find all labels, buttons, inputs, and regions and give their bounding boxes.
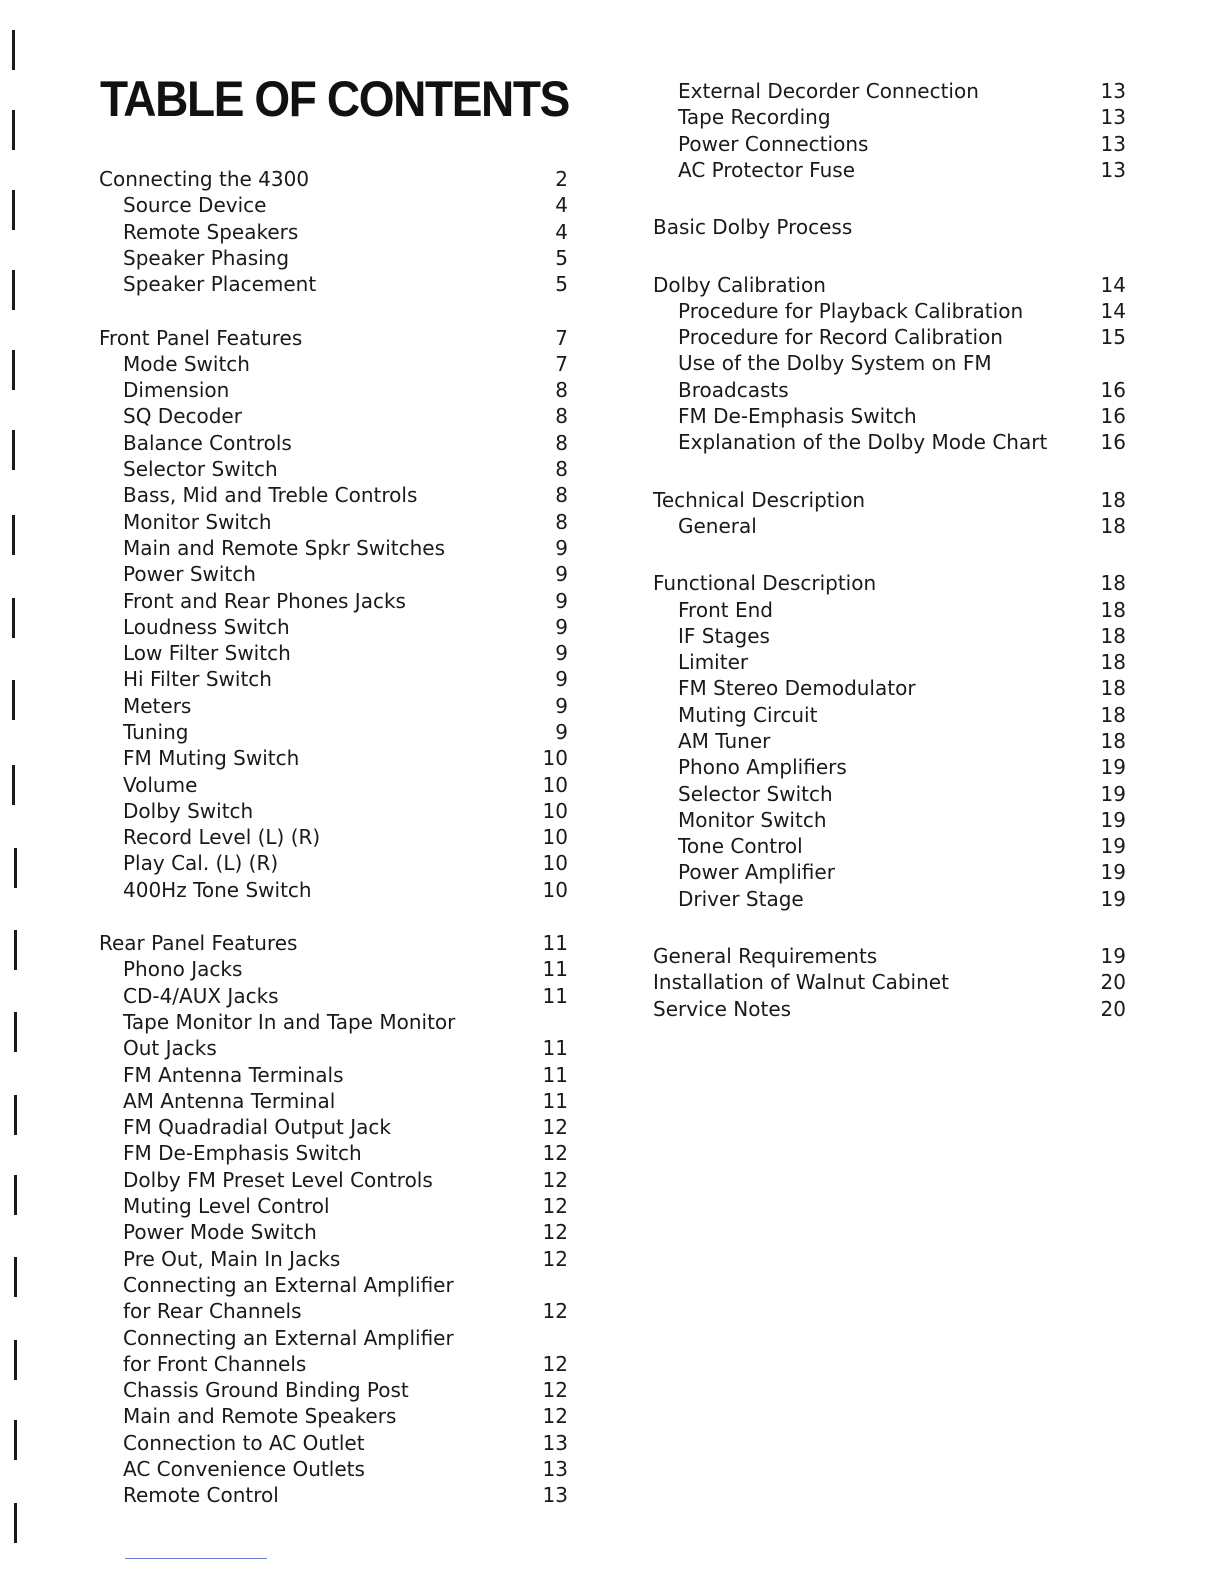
toc-entry[interactable] <box>99 509 578 535</box>
toc-page-number: 20 <box>1100 997 1126 1021</box>
toc-entry[interactable] <box>653 214 1136 240</box>
toc-entry[interactable] <box>653 859 1136 885</box>
toc-page-number: 12 <box>542 1168 568 1192</box>
toc-entry-label: FM De-Emphasis Switch <box>123 1141 362 1165</box>
toc-page-number: 16 <box>1100 378 1126 402</box>
toc-entry[interactable] <box>99 1088 578 1114</box>
toc-page-number: 18 <box>1100 571 1126 595</box>
toc-entry[interactable] <box>653 996 1136 1022</box>
toc-entry[interactable] <box>99 850 578 876</box>
toc-page-number: 4 <box>555 220 568 244</box>
toc-entry-label: FM Antenna Terminals <box>123 1063 344 1087</box>
toc-entry-label: Monitor Switch <box>123 510 272 534</box>
toc-entry-label: SQ Decoder <box>123 404 242 428</box>
toc-page-number: 10 <box>542 825 568 849</box>
toc-page-number: 11 <box>542 1089 568 1113</box>
toc-section-label: Functional Description <box>653 571 877 595</box>
toc-entry[interactable] <box>653 78 1136 104</box>
toc-page-number: 18 <box>1100 514 1126 538</box>
toc-page-number: 8 <box>555 404 568 428</box>
toc-page-number: 9 <box>555 589 568 613</box>
binding-mark <box>14 1420 17 1460</box>
toc-section-label: Basic Dolby Process <box>653 215 853 239</box>
toc-page-number: 8 <box>555 510 568 534</box>
toc-page-number: 14 <box>1100 299 1126 323</box>
toc-entry-label: General <box>678 514 757 538</box>
toc-entry[interactable] <box>653 675 1136 701</box>
toc-entry-label: Procedure for Playback Calibration <box>678 299 1024 323</box>
toc-entry-label: AM Antenna Terminal <box>123 1089 336 1113</box>
toc-entry[interactable] <box>99 1062 578 1088</box>
toc-page-number: 19 <box>1100 860 1126 884</box>
page-title: TABLE OF CONTENTS <box>100 71 569 127</box>
toc-entry-label: Monitor Switch <box>678 808 827 832</box>
toc-entry-label: Hi Filter Switch <box>123 667 272 691</box>
binding-mark <box>14 1012 17 1052</box>
toc-entry[interactable] <box>99 666 578 692</box>
toc-entry[interactable] <box>99 1430 578 1456</box>
toc-entry[interactable] <box>653 702 1136 728</box>
toc-entry-label: Broadcasts <box>678 378 789 402</box>
binding-mark <box>14 1340 17 1380</box>
toc-entry[interactable] <box>99 166 578 192</box>
toc-section-label: Technical Description <box>653 488 866 512</box>
toc-page-number: 16 <box>1100 404 1126 428</box>
toc-entry[interactable] <box>99 1482 578 1508</box>
toc-entry[interactable] <box>653 350 1136 376</box>
toc-entry[interactable] <box>99 351 578 377</box>
toc-section-label: Installation of Walnut Cabinet <box>653 970 949 994</box>
toc-entry[interactable] <box>653 377 1136 403</box>
toc-entry-label: Speaker Placement <box>123 272 317 296</box>
toc-entry-label: Tape Recording <box>678 105 831 129</box>
toc-entry-label: Power Amplifier <box>678 860 835 884</box>
toc-entry-label: Connection to AC Outlet <box>123 1431 365 1455</box>
toc-page-number: 9 <box>555 667 568 691</box>
toc-entry[interactable] <box>99 614 578 640</box>
toc-entry[interactable] <box>653 513 1136 539</box>
toc-page-number: 12 <box>542 1404 568 1428</box>
toc-page-number: 9 <box>555 562 568 586</box>
toc-page-number: 7 <box>555 352 568 376</box>
toc-page-number: 9 <box>555 694 568 718</box>
toc-entry[interactable] <box>99 1377 578 1403</box>
toc-entry[interactable] <box>653 487 1136 513</box>
toc-entry[interactable] <box>99 403 578 429</box>
toc-entry-label: Tuning <box>123 720 189 744</box>
toc-entry[interactable] <box>653 886 1136 912</box>
toc-entry-label: AM Tuner <box>678 729 771 753</box>
toc-page-number: 5 <box>555 246 568 270</box>
toc-page-number: 10 <box>542 799 568 823</box>
toc-entry[interactable] <box>99 561 578 587</box>
toc-page-number: 13 <box>542 1431 568 1455</box>
toc-entry[interactable] <box>653 298 1136 324</box>
toc-entry[interactable] <box>653 728 1136 754</box>
toc-page-number: 19 <box>1100 887 1126 911</box>
toc-entry-label: FM Quadradial Output Jack <box>123 1115 391 1139</box>
toc-page-number: 9 <box>555 536 568 560</box>
toc-entry-label: Procedure for Record Calibration <box>678 325 1003 349</box>
toc-entry-label: IF Stages <box>678 624 770 648</box>
toc-entry-label: Connecting an External Amplifier <box>123 1326 454 1350</box>
toc-entry-label: Dolby Switch <box>123 799 254 823</box>
toc-entry-label: Phono Jacks <box>123 957 243 981</box>
toc-entry[interactable] <box>99 1325 578 1351</box>
toc-entry[interactable] <box>99 245 578 271</box>
toc-entry-label: Power Switch <box>123 562 256 586</box>
toc-entry-label: Selector Switch <box>678 782 833 806</box>
toc-entry[interactable] <box>99 956 578 982</box>
toc-page-number: 18 <box>1100 729 1126 753</box>
toc-page-number: 12 <box>542 1299 568 1323</box>
toc-page-number: 18 <box>1100 676 1126 700</box>
toc-page-number: 13 <box>542 1483 568 1507</box>
toc-page-number: 13 <box>1100 105 1126 129</box>
toc-entry[interactable] <box>653 781 1136 807</box>
toc-entry[interactable] <box>99 377 578 403</box>
toc-entry-label: Limiter <box>678 650 749 674</box>
toc-entry[interactable] <box>99 1009 578 1035</box>
toc-page-number: 12 <box>542 1378 568 1402</box>
toc-page-number: 20 <box>1100 970 1126 994</box>
toc-page-number: 8 <box>555 483 568 507</box>
toc-page-number: 19 <box>1100 944 1126 968</box>
toc-entry[interactable] <box>653 597 1136 623</box>
toc-entry[interactable] <box>99 1272 578 1298</box>
toc-entry-label: Chassis Ground Binding Post <box>123 1378 409 1402</box>
toc-entry-label: FM Muting Switch <box>123 746 300 770</box>
toc-entry[interactable] <box>99 1456 578 1482</box>
toc-entry[interactable] <box>99 588 578 614</box>
toc-page-number: 9 <box>555 720 568 744</box>
toc-entry-label: Mode Switch <box>123 352 250 376</box>
toc-page-number: 11 <box>542 984 568 1008</box>
toc-entry[interactable] <box>99 1298 578 1324</box>
toc-entry[interactable] <box>653 943 1136 969</box>
toc-entry-label: Pre Out, Main In Jacks <box>123 1247 341 1271</box>
toc-page-number: 10 <box>542 773 568 797</box>
toc-entry-label: External Decorder Connection <box>678 79 979 103</box>
toc-page-number: 2 <box>555 167 568 191</box>
toc-entry[interactable] <box>99 271 578 297</box>
toc-entry[interactable] <box>99 745 578 771</box>
toc-entry[interactable] <box>99 930 578 956</box>
toc-entry[interactable] <box>99 719 578 745</box>
toc-entry-label: Remote Control <box>123 1483 279 1507</box>
toc-page-number: 18 <box>1100 650 1126 674</box>
toc-entry-label: Explanation of the Dolby Mode Chart <box>678 430 1048 454</box>
binding-mark <box>12 350 15 390</box>
toc-page-number: 18 <box>1100 488 1126 512</box>
toc-page-number: 19 <box>1100 834 1126 858</box>
toc-page-number: 10 <box>542 851 568 875</box>
toc-entry[interactable] <box>99 1351 578 1377</box>
toc-entry-label: Out Jacks <box>123 1036 217 1060</box>
toc-entry[interactable] <box>99 1114 578 1140</box>
toc-entry-label: Main and Remote Spkr Switches <box>123 536 446 560</box>
binding-mark <box>14 1503 17 1543</box>
toc-page-number: 11 <box>542 931 568 955</box>
toc-entry-label: Play Cal. (L) (R) <box>123 851 279 875</box>
toc-page-number: 10 <box>542 878 568 902</box>
toc-entry-label: Power Mode Switch <box>123 1220 317 1244</box>
toc-entry[interactable] <box>99 1167 578 1193</box>
binding-marks <box>10 0 18 1584</box>
footer-rule <box>125 1558 267 1559</box>
toc-entry-label: 400Hz Tone Switch <box>123 878 312 902</box>
toc-entry-label: Driver Stage <box>678 887 804 911</box>
toc-entry-label: Main and Remote Speakers <box>123 1404 397 1428</box>
toc-entry[interactable] <box>653 833 1136 859</box>
binding-mark <box>12 765 15 805</box>
toc-page-number: 13 <box>1100 132 1126 156</box>
toc-entry[interactable] <box>653 403 1136 429</box>
toc-entry-label: CD-4/AUX Jacks <box>123 984 279 1008</box>
toc-entry-label: Low Filter Switch <box>123 641 291 665</box>
toc-page-number: 18 <box>1100 598 1126 622</box>
toc-entry-label: AC Protector Fuse <box>678 158 855 182</box>
toc-entry[interactable] <box>653 754 1136 780</box>
toc-page-number: 9 <box>555 641 568 665</box>
toc-entry-label: Dolby FM Preset Level Controls <box>123 1168 433 1192</box>
toc-page-number: 19 <box>1100 782 1126 806</box>
toc-entry-label: Balance Controls <box>123 431 292 455</box>
toc-entry[interactable] <box>653 131 1136 157</box>
binding-mark <box>14 930 17 970</box>
toc-entry-label: Meters <box>123 694 192 718</box>
toc-entry[interactable] <box>99 456 578 482</box>
toc-entry[interactable] <box>99 1193 578 1219</box>
toc-page-number: 11 <box>542 1063 568 1087</box>
toc-entry[interactable] <box>653 623 1136 649</box>
toc-entry[interactable] <box>99 693 578 719</box>
toc-page-number: 11 <box>542 957 568 981</box>
binding-mark <box>14 1095 17 1135</box>
toc-entry[interactable] <box>99 877 578 903</box>
toc-entry-label: Dimension <box>123 378 230 402</box>
toc-page-number: 12 <box>542 1194 568 1218</box>
toc-entry-label: Record Level (L) (R) <box>123 825 321 849</box>
binding-mark <box>14 1257 17 1297</box>
toc-page-number: 12 <box>542 1220 568 1244</box>
toc-page-number: 8 <box>555 431 568 455</box>
toc-entry-label: Muting Circuit <box>678 703 818 727</box>
binding-mark <box>12 680 15 720</box>
toc-page-number: 12 <box>542 1352 568 1376</box>
toc-entry[interactable] <box>99 1035 578 1061</box>
toc-entry-label: Muting Level Control <box>123 1194 330 1218</box>
toc-entry[interactable] <box>99 192 578 218</box>
toc-entry[interactable] <box>99 430 578 456</box>
toc-entry-label: Source Device <box>123 193 267 217</box>
toc-page-number: 18 <box>1100 703 1126 727</box>
toc-entry-label: Power Connections <box>678 132 869 156</box>
toc-entry[interactable] <box>99 798 578 824</box>
toc-entry-label: Selector Switch <box>123 457 278 481</box>
binding-mark <box>12 30 15 70</box>
toc-page-number: 13 <box>1100 158 1126 182</box>
toc-entry-label: FM De-Emphasis Switch <box>678 404 917 428</box>
toc-entry[interactable] <box>653 570 1136 596</box>
toc-page-number: 5 <box>555 272 568 296</box>
toc-page-number: 12 <box>542 1141 568 1165</box>
toc-entry-label: Tape Monitor In and Tape Monitor <box>123 1010 456 1034</box>
toc-entry[interactable] <box>653 969 1136 995</box>
toc-entry[interactable] <box>99 535 578 561</box>
toc-entry-label: Volume <box>123 773 198 797</box>
binding-mark <box>12 430 15 470</box>
binding-mark <box>12 270 15 310</box>
toc-entry[interactable] <box>99 482 578 508</box>
toc-page-number: 7 <box>555 326 568 350</box>
toc-entry[interactable] <box>99 1246 578 1272</box>
toc-entry[interactable] <box>99 1140 578 1166</box>
toc-entry[interactable] <box>99 772 578 798</box>
toc-page-number: 18 <box>1100 624 1126 648</box>
toc-entry[interactable] <box>653 807 1136 833</box>
toc-page-number: 19 <box>1100 808 1126 832</box>
toc-entry[interactable] <box>653 272 1136 298</box>
toc-section-label: Service Notes <box>653 997 792 1021</box>
toc-entry[interactable] <box>99 325 578 351</box>
toc-page-number: 4 <box>555 193 568 217</box>
toc-page-number: 13 <box>542 1457 568 1481</box>
toc-entry-label: for Rear Channels <box>123 1299 302 1323</box>
toc-entry[interactable] <box>99 640 578 666</box>
toc-entry[interactable] <box>99 1403 578 1429</box>
toc-section-label: Dolby Calibration <box>653 273 826 297</box>
binding-mark <box>12 110 15 150</box>
toc-entry-label: Tone Control <box>678 834 803 858</box>
toc-page-number: 16 <box>1100 430 1126 454</box>
toc-page-number: 19 <box>1100 755 1126 779</box>
toc-page-number: 8 <box>555 457 568 481</box>
toc-page-number: 15 <box>1100 325 1126 349</box>
toc-page-number: 12 <box>542 1247 568 1271</box>
toc-entry-label: Remote Speakers <box>123 220 299 244</box>
toc-entry[interactable] <box>99 1219 578 1245</box>
toc-entry-label: Loudness Switch <box>123 615 290 639</box>
toc-entry-label: Phono Amplifiers <box>678 755 847 779</box>
toc-entry-label: FM Stereo Demodulator <box>678 676 916 700</box>
toc-page-number: 14 <box>1100 273 1126 297</box>
toc-page-number: 9 <box>555 615 568 639</box>
toc-section-label: Front Panel Features <box>99 326 303 350</box>
toc-page-number: 10 <box>542 746 568 770</box>
toc-entry-label: Bass, Mid and Treble Controls <box>123 483 418 507</box>
toc-entry[interactable] <box>653 649 1136 675</box>
toc-entry-label: Front and Rear Phones Jacks <box>123 589 406 613</box>
binding-mark <box>12 515 15 555</box>
binding-mark <box>12 190 15 230</box>
toc-page-number: 13 <box>1100 79 1126 103</box>
binding-mark <box>14 1175 17 1215</box>
toc-entry[interactable] <box>99 219 578 245</box>
toc-entry-label: Use of the Dolby System on FM <box>678 351 992 375</box>
toc-page-number: 8 <box>555 378 568 402</box>
toc-page-number: 12 <box>542 1115 568 1139</box>
toc-entry-label: AC Convenience Outlets <box>123 1457 365 1481</box>
toc-entry-label: for Front Channels <box>123 1352 307 1376</box>
toc-entry[interactable] <box>653 324 1136 350</box>
toc-entry-label: Front End <box>678 598 773 622</box>
toc-entry[interactable] <box>653 157 1136 183</box>
binding-mark <box>14 848 17 888</box>
toc-entry[interactable] <box>653 104 1136 130</box>
toc-entry-label: Connecting an External Amplifier <box>123 1273 454 1297</box>
toc-entry-label: Speaker Phasing <box>123 246 290 270</box>
toc-entry[interactable] <box>653 429 1136 455</box>
toc-page-number: 11 <box>542 1036 568 1060</box>
toc-entry[interactable] <box>99 824 578 850</box>
toc-section-label: Rear Panel Features <box>99 931 298 955</box>
toc-section-label: Connecting the 4300 <box>99 167 310 191</box>
binding-mark <box>12 598 15 638</box>
toc-section-label: General Requirements <box>653 944 878 968</box>
toc-entry[interactable] <box>99 983 578 1009</box>
